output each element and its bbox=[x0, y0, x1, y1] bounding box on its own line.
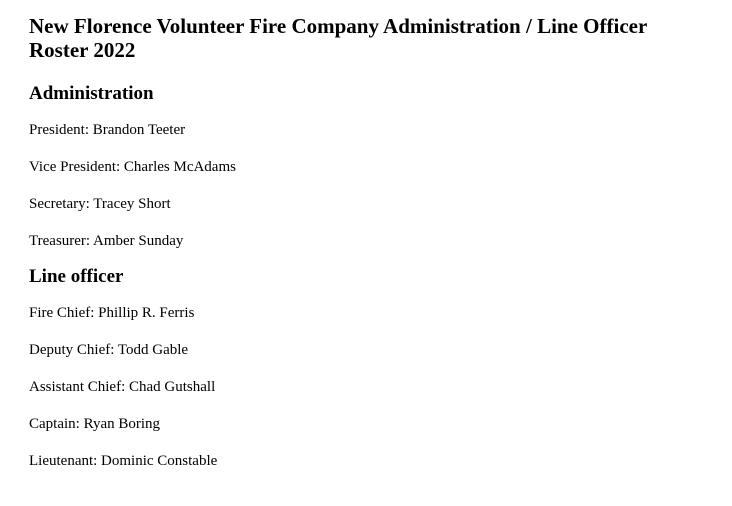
administration-heading: Administration bbox=[29, 83, 154, 104]
line-officer-section bbox=[29, 266, 703, 470]
line-officer-heading: Line officer bbox=[29, 266, 124, 287]
administration-section bbox=[29, 83, 703, 250]
line-officer-entry-fire-chief: Fire Chief: Phillip R. Ferris bbox=[29, 305, 195, 321]
administration-entry-vice-president: Vice President: Charles McAdams bbox=[29, 159, 236, 175]
line-officer-entry-captain: Captain: Ryan Boring bbox=[29, 416, 161, 432]
administration-entry-president: President: Brandon Teeter bbox=[29, 122, 186, 138]
line-officer-entry-assistant-chief: Assistant Chief: Chad Gutshall bbox=[29, 379, 216, 395]
administration-entry-treasurer: Treasurer: Amber Sunday bbox=[29, 233, 184, 249]
administration-entry-secretary: Secretary: Tracey Short bbox=[29, 196, 171, 212]
line-officer-entry-deputy-chief: Deputy Chief: Todd Gable bbox=[29, 342, 189, 358]
line-officer-entry-lieutenant: Lieutenant: Dominic Constable bbox=[29, 453, 218, 469]
page-title: New Florence Volunteer Fire Company Administration / Line Officer Roster 2022 bbox=[29, 14, 647, 62]
